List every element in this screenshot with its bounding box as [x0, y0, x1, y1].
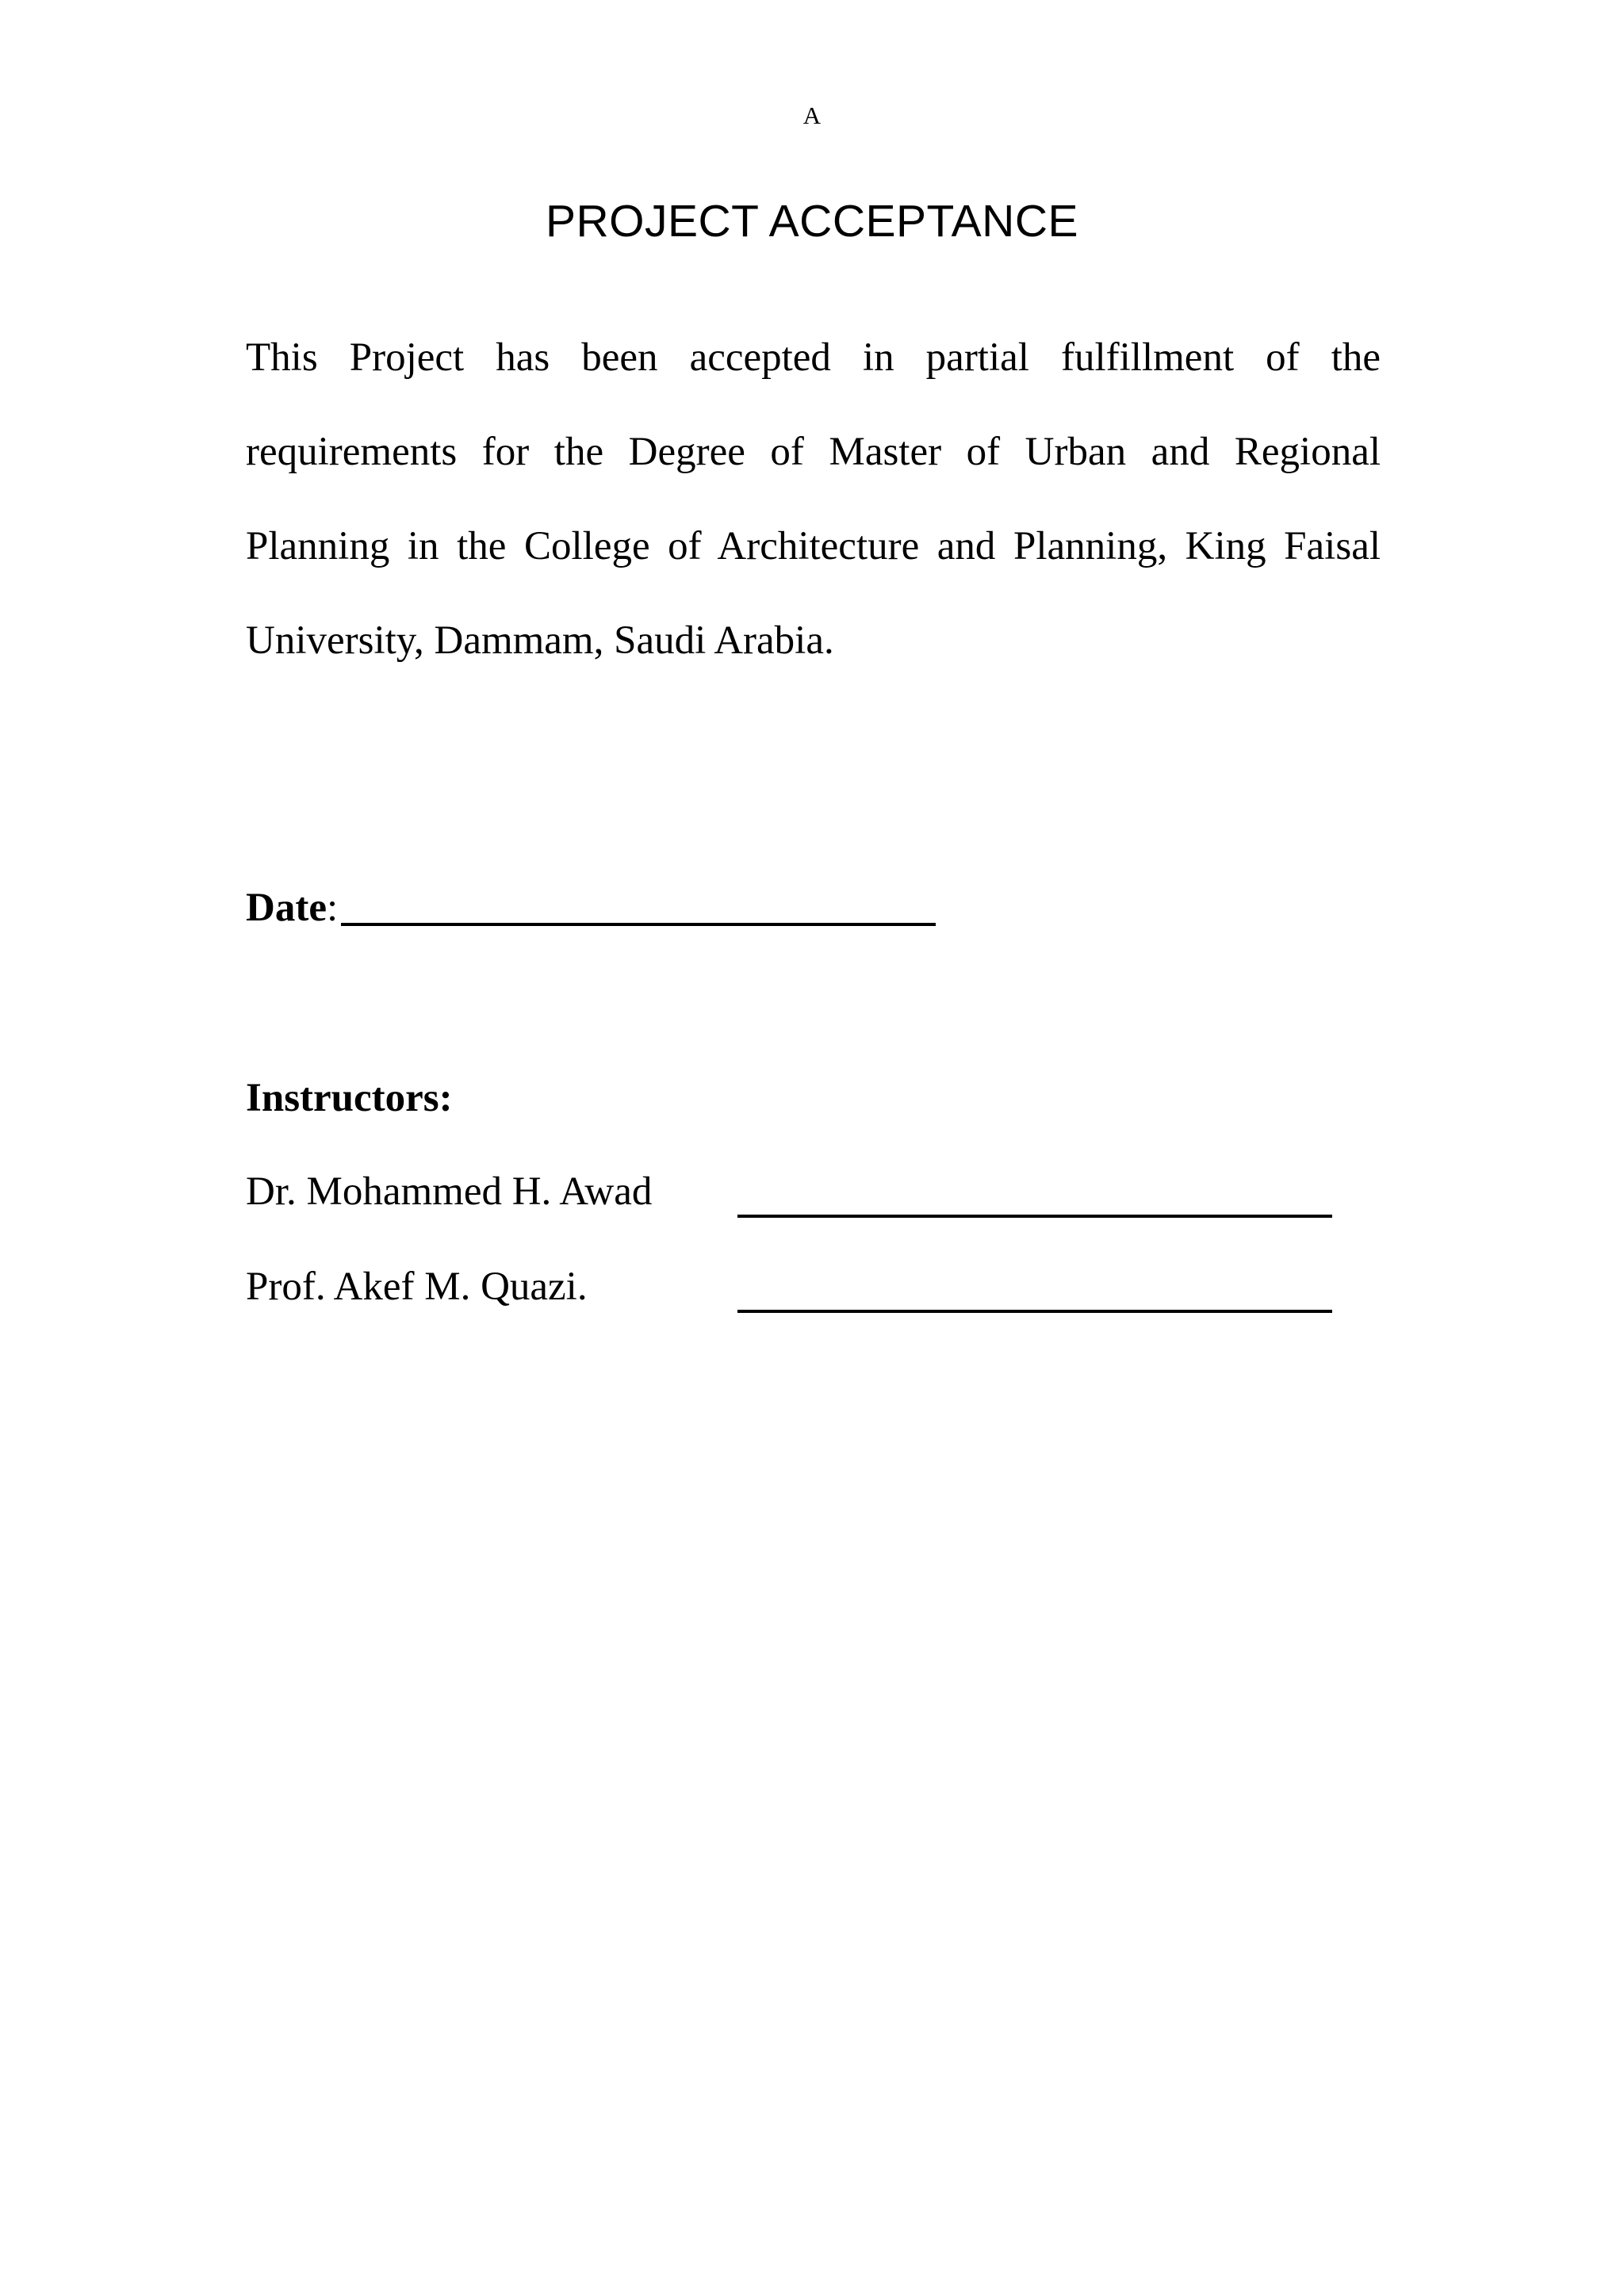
- date-fill-line: [341, 923, 936, 926]
- signature-line: [737, 1215, 1332, 1218]
- page-title: PROJECT ACCEPTANCE: [545, 196, 1078, 247]
- date-separator: :: [326, 886, 339, 930]
- page-marker: A: [802, 101, 822, 129]
- signer-name: Prof. Akef M. Quazi.: [246, 1265, 588, 1309]
- date-label: Date: [246, 886, 327, 930]
- signer-name: Dr. Mohammed H. Awad: [246, 1169, 653, 1214]
- instructors-heading: Instructors:: [246, 1076, 453, 1120]
- signer-row: [246, 1259, 1332, 1314]
- signer-row: [246, 1164, 1332, 1219]
- date-row: [246, 880, 936, 936]
- acceptance-statement: This Project has been accepted in partial fulfillment of the requirements for the Degree of Master of Urban and Regional Planning in the College of Architecture and Planning, King Faisal University, Dammam, Saudi Arabia.: [246, 335, 1381, 663]
- signature-line: [737, 1310, 1332, 1313]
